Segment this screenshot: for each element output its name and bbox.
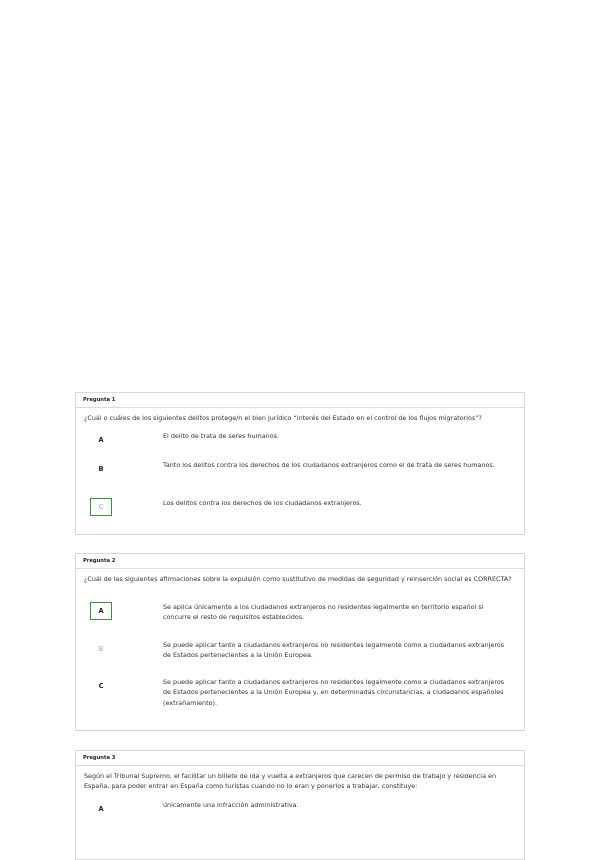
option-letter[interactable]: C bbox=[90, 498, 112, 516]
question-header: Pregunta 1 bbox=[76, 393, 524, 408]
question-header: Pregunta 2 bbox=[76, 554, 524, 569]
option-text: Se puede aplicar tanto a ciudadanos extranjeros no residentes legalmente como a ciudadanos extranjeros de Estados pertenecientes a la Unión Europea. bbox=[163, 641, 505, 660]
option-text: Se puede aplicar tanto a ciudadanos extranjeros no residentes legalmente como a ciudadanos extranjeros de Estados pertenecientes a la Unión Europea y, en determinadas circunstancias, a ciudadanos españoles (extrañamiento). bbox=[163, 678, 505, 707]
option-letter[interactable]: A bbox=[98, 436, 104, 444]
question-header: Pregunta 3 bbox=[76, 751, 524, 766]
question-text: ¿Cuál de las siguientes afirmaciones sobre la expulsión como sustitutivo de medidas de seguridad y reinserción social es CORRECTA? bbox=[84, 575, 512, 583]
option-text: Los delitos contra los derechos de los ciudadanos extranjeros. bbox=[163, 499, 362, 507]
option-text: únicamente una infracción administrativa. bbox=[163, 801, 299, 809]
question-text: Según el Tribunal Supremo, el facilitar un billete de ida y vuelta a extranjeros que carecen de permiso de trabajo y residencia en España, para poder entrar en España como turistas cuando no lo eran y ponerlos a trabajar, constituye: bbox=[84, 772, 496, 790]
question-card-3 bbox=[75, 750, 525, 860]
option-text: Se aplica únicamente a los ciudadanos extranjeros no residentes legalmente en territorio español si concurre el resto de requisitos establecidos. bbox=[163, 603, 484, 622]
option-text: El delito de trata de seres humanos. bbox=[163, 432, 279, 440]
option-letter[interactable]: C bbox=[98, 682, 104, 690]
option-letter[interactable]: A bbox=[90, 602, 112, 620]
question-card-2 bbox=[75, 553, 525, 731]
option-letter[interactable]: B bbox=[98, 465, 104, 473]
question-text: ¿Cuál o cuáles de los siguientes delitos protege/n el bien jurídico “interés del Estado en el control de los flujos migratorios”? bbox=[84, 414, 482, 422]
option-letter[interactable]: B bbox=[98, 645, 104, 653]
question-card-1 bbox=[75, 392, 525, 535]
option-letter[interactable]: A bbox=[98, 805, 104, 813]
option-text: Tanto los delitos contra los derechos de los ciudadanos extranjeros como el de trata de seres humanos. bbox=[163, 461, 495, 469]
